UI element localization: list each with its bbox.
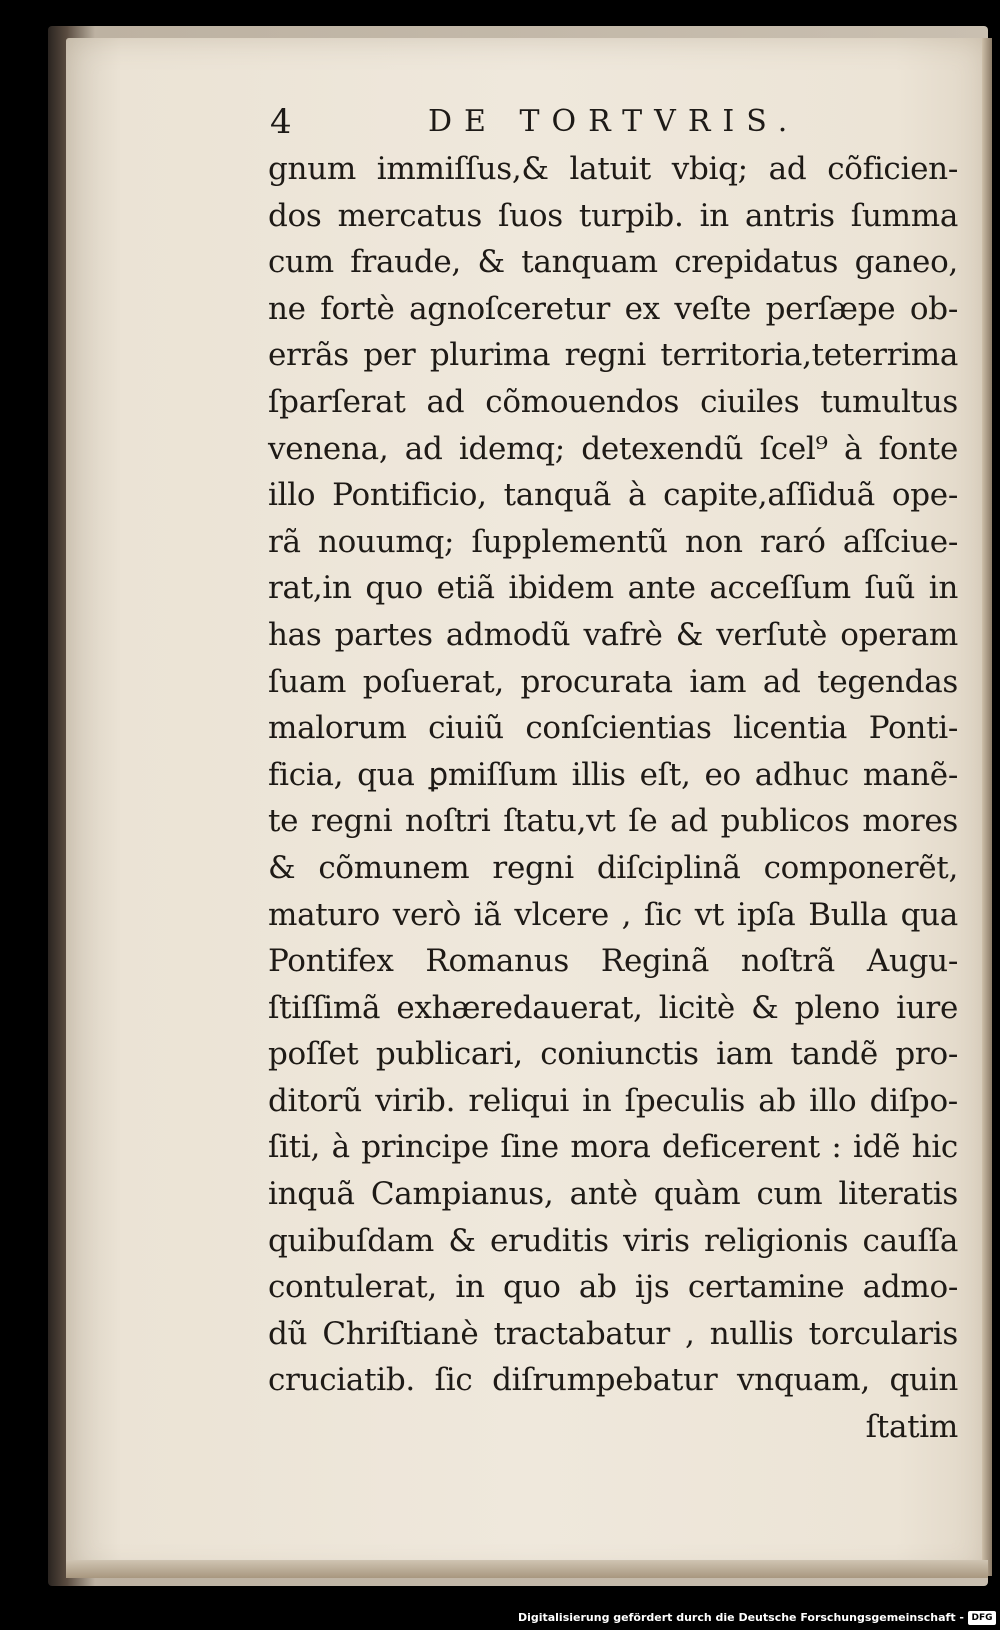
text-line: ſtiſſimã exhæredauerat, licitè & pleno iure <box>268 989 958 1026</box>
text-line: illo Pontificio, tanquã à capite,aſſiduã ope- <box>268 477 958 514</box>
text-line: dũ Chriſtianè tractabatur , nullis torcularis <box>268 1315 958 1352</box>
text-line: ſiti, à principe ſine mora deficerent : idẽ hic <box>268 1129 958 1166</box>
text-line: ficia, qua ꝑmiſſum illis eſt, eo adhuc manẽ- <box>268 756 958 793</box>
text-line: rã nouumq; ſupplementũ non raró aſſciue- <box>268 523 958 560</box>
text-line: inquã Campianus, antè quàm cum literatis <box>268 1176 958 1213</box>
text-line: maturo verò iã vlcere , ſic vt ipſa Bulla qua <box>268 896 958 933</box>
page-header <box>270 102 960 146</box>
text-line: quibuſdam & eruditis viris religionis cauſſa <box>268 1222 958 1259</box>
text-line: gnum immiſſus,& latuit vbiq; ad cõficien- <box>268 151 958 187</box>
text-line: ſuam poſuerat, procurata iam ad tegendas <box>268 663 958 700</box>
page-edge-right <box>982 38 992 1576</box>
body-text <box>268 146 958 1451</box>
text-line: ſparſerat ad cõmouendos ciuiles tumultus <box>268 383 958 420</box>
page-number: 4 <box>270 102 292 142</box>
text-line: contulerat, in quo ab ijs certamine admo- <box>268 1269 958 1306</box>
running-head: DE TORTVRIS. <box>428 104 800 139</box>
funding-credit: Digitalisierung gefördert durch die Deutsche Forschungsgemeinschaft - <box>517 1611 964 1624</box>
text-line: poſſet publicari, coniunctis iam tandẽ pro- <box>268 1036 958 1073</box>
page-edge-bottom <box>66 1560 988 1578</box>
text-line: venena, ad idemq; detexendũ ſcel⁹ à fonte <box>268 430 958 467</box>
text-line: ditorũ virib. reliqui in ſpeculis ab illo diſpo- <box>268 1082 958 1119</box>
dfg-logo: DFG <box>968 1611 996 1625</box>
text-line: has partes admodũ vafrè & verſutè operam <box>268 616 958 653</box>
text-line: rat,in quo etiã ibidem ante acceſſum ſuũ in <box>268 570 958 607</box>
text-line: dos mercatus ſuos turpib. in antris ſumma <box>268 197 958 234</box>
text-line: te regni noſtri ſtatu,vt ſe ad publicos mores <box>268 803 958 840</box>
text-line: Pontifex Romanus Reginã noſtrã Augu- <box>268 943 958 980</box>
text-line: cruciatib. ſic diſrumpebatur vnquam, quin <box>268 1362 958 1399</box>
text-line: & cõmunem regni diſciplinã componerẽt, <box>268 849 958 886</box>
text-line: ſtatim <box>865 1409 958 1446</box>
footer-bar <box>0 1608 1000 1630</box>
text-line: cum fraude, & tanquam crepidatus ganeo, <box>268 244 958 281</box>
text-line: malorum ciuiũ conſcientias licentia Ponti- <box>268 710 958 747</box>
text-line: errãs per plurima regni territoria,teterrima <box>268 337 958 374</box>
text-line: ne fortè agnoſceretur ex veſte perſæpe ob- <box>268 290 958 327</box>
